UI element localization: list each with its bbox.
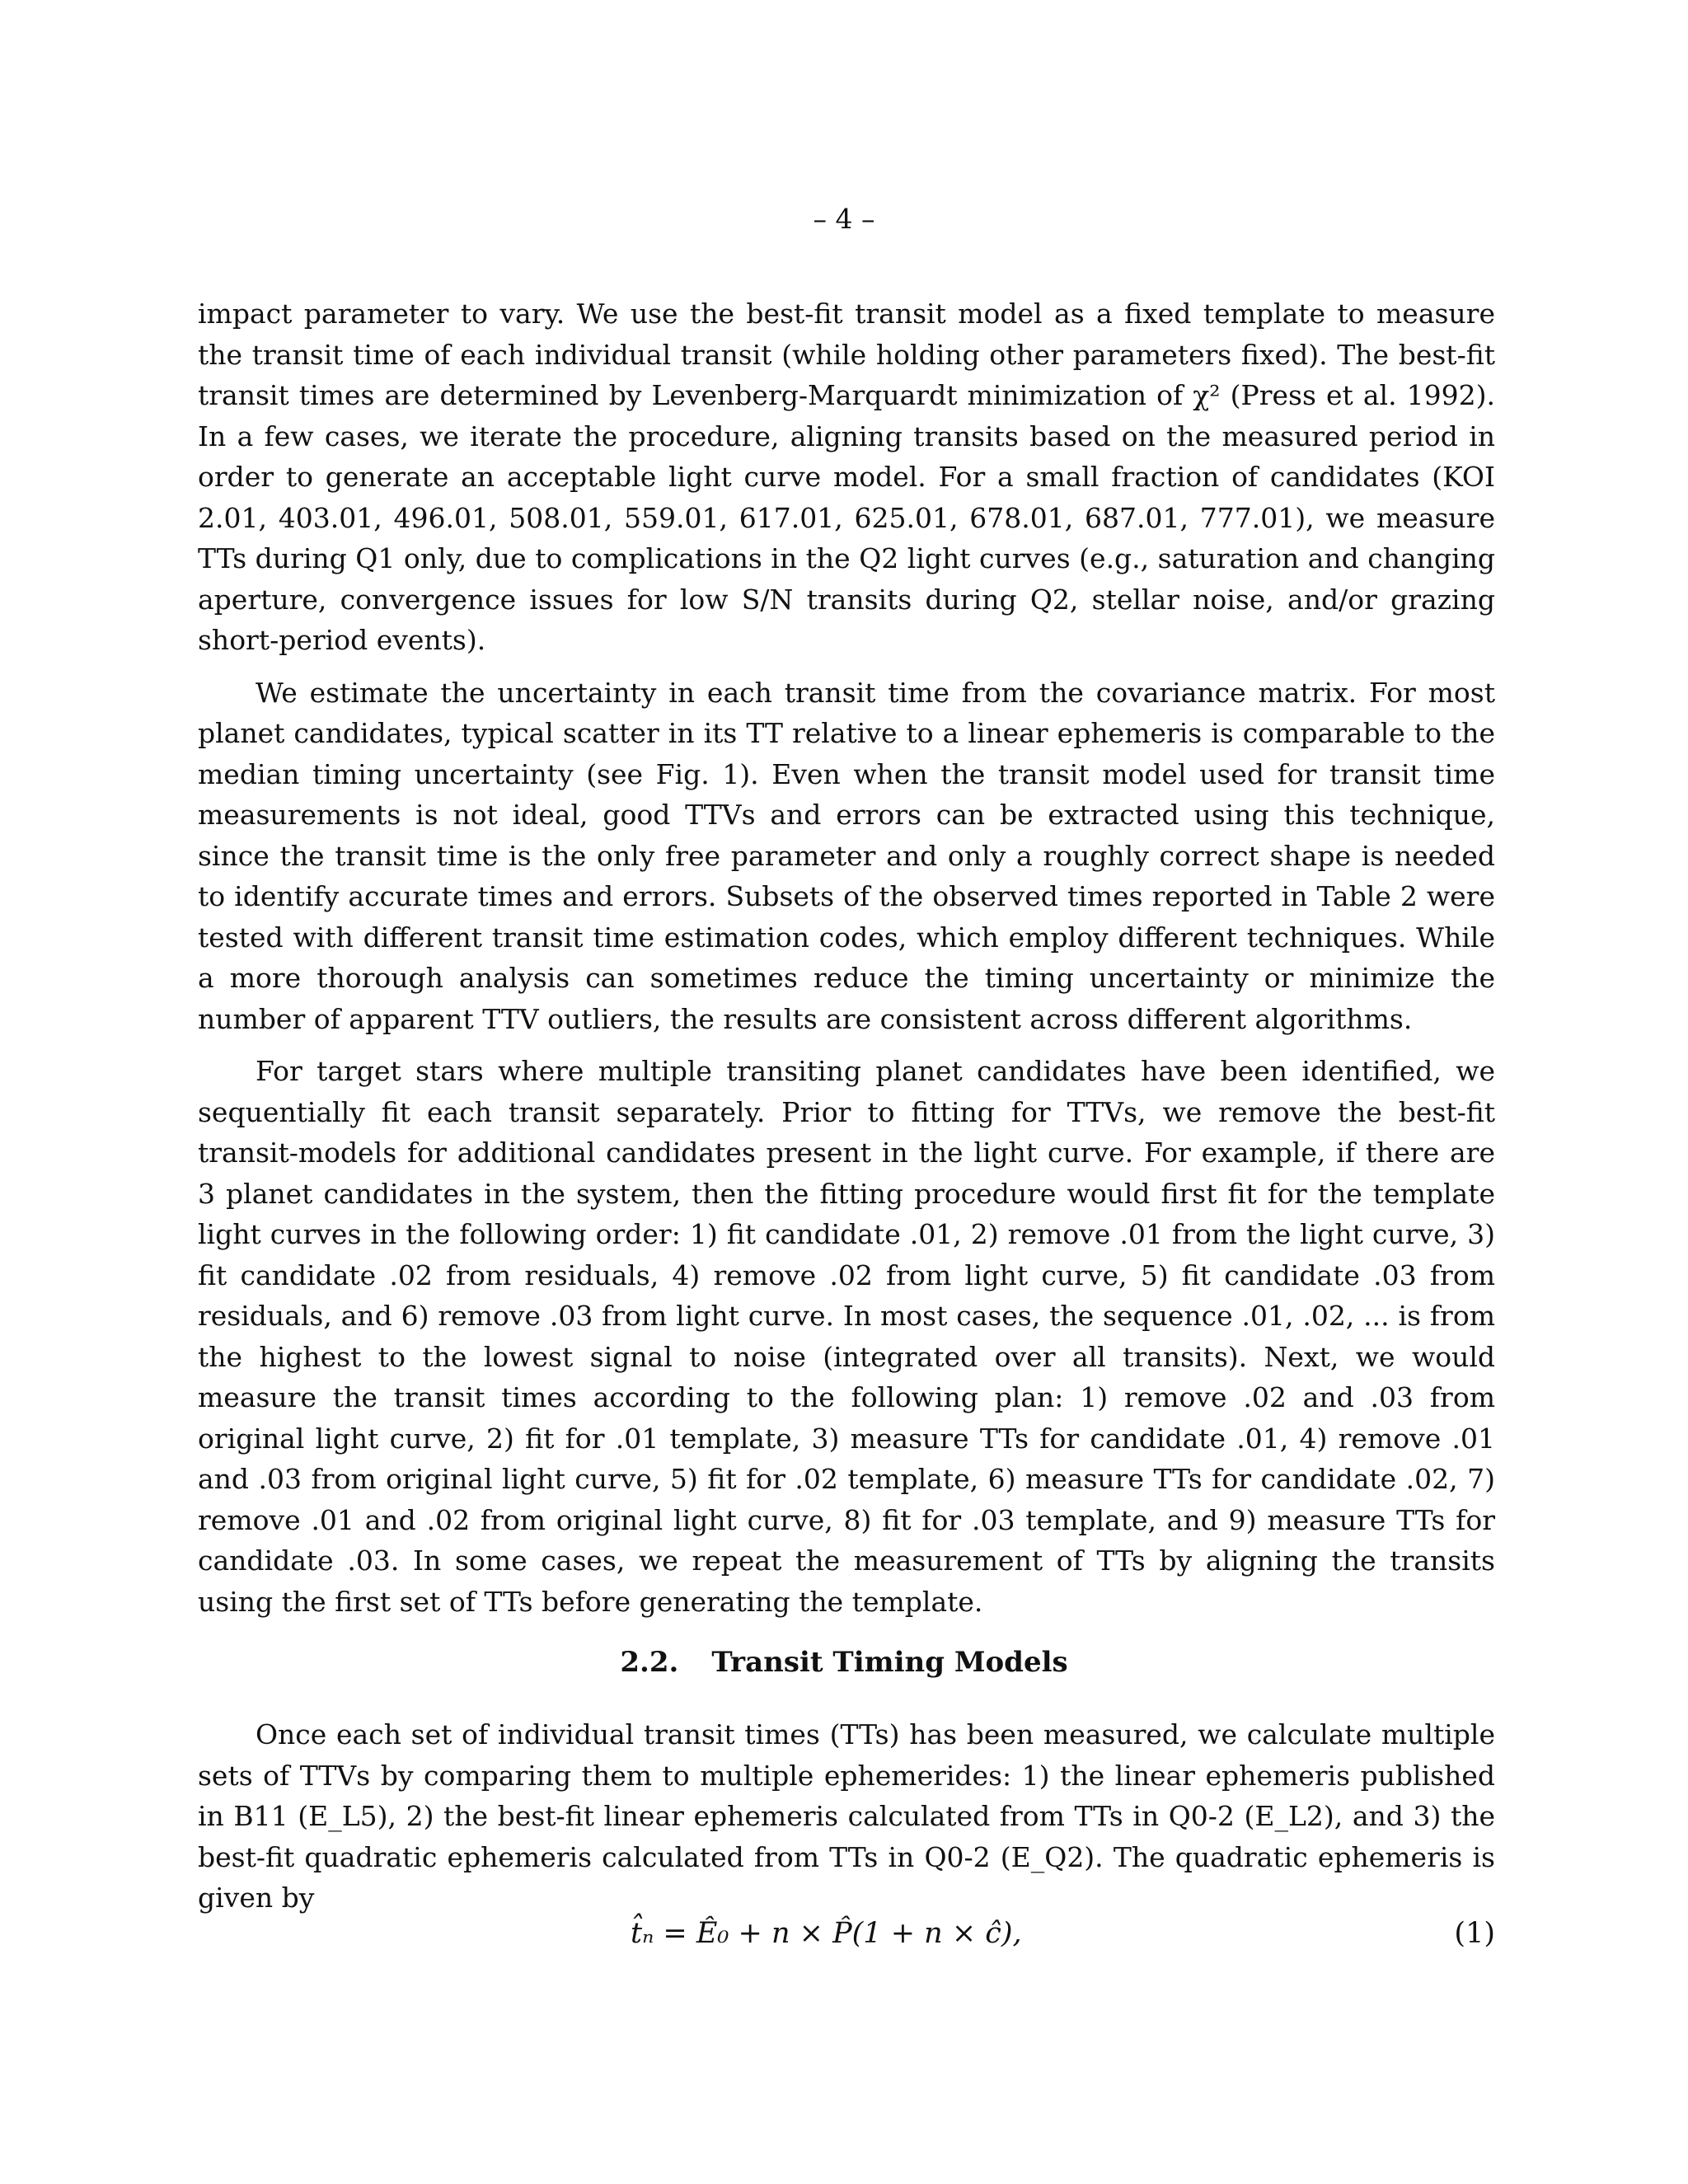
section-paragraph: Once each set of individual transit times (TTs) has been measured, we calculate multiple sets of TTVs by comparing them to multiple ephemerides: 1) the linear ephemeris published in B11 (E_L5), 2) the best-fit linear ephemeris calculated from TTs in Q0-2 (E_L2), and 3) the best-fit quadratic ephemeris calculated from TTs in Q0-2 (E_Q2). The quadratic ephemeris is given by	[198, 1718, 1495, 1914]
section-number: 2.2.	[620, 1646, 679, 1679]
section-title: Transit Timing Models	[711, 1646, 1068, 1679]
equation-number: (1)	[1454, 1917, 1495, 1950]
paragraph-3: For target stars where multiple transiting planet candidates have been identified, we sequentially fit each transit separately. Prior to fitting for TTVs, we remove the best-fit transit-models for additional candidates present in the light curve. For example, if there are 3 planet candidates in the system, then the fitting procedure would first fit for the template light curves in the following order: 1) fit candidate .01, 2) remove .01 from the light curve, 3) fit candidate .02 from residuals, 4) remove .02 from light curve, 5) fit candidate .03 from residuals, and 6) remove .03 from light curve. In most cases, the sequence .01, .02, ... is from the highest to the lowest signal to noise (integrated over all transits). Next, we would measure the transit times according to the following plan: 1) remove .02 and .03 from original light curve, 2) fit for .01 template, 3) measure TTs for candidate .01, 4) remove .01 and .03 from original light curve, 5) fit for .02 template, 6) measure TTs for candidate .02, 7) remove .01 and .02 from original light curve, 8) fit for .03 template, and 9) measure TTs for candidate .03. In some cases, we repeat the measurement of TTs by aligning the transits using the first set of TTs before generating the template.	[198, 1055, 1495, 1618]
paragraph-1: impact parameter to vary. We use the best-fit transit model as a fixed template to measure the transit time of each individual transit (while holding other parameters fixed). The best-fit transit times are determined by Levenberg-Marquardt minimization of χ² (Press et al. 1992). In a few cases, we iterate the procedure, aligning transits based on the measured period in order to generate an acceptable light curve model. For a small fraction of candidates (KOI 2.01, 403.01, 496.01, 508.01, 559.01, 617.01, 625.01, 678.01, 687.01, 777.01), we measure TTs during Q1 only, due to complications in the Q2 light curves (e.g., saturation and changing aperture, convergence issues for low S/N transits during Q2, stellar noise, and/or grazing short-period events).	[198, 298, 1495, 656]
paragraph-2: We estimate the uncertainty in each transit time from the covariance matrix. For most planet candidates, typical scatter in its TT relative to a linear ephemeris is comparable to the median timing uncertainty (see Fig. 1). Even when the transit model used for transit time measurements is not ideal, good TTVs and errors can be extracted using this technique, since the transit time is the only free parameter and only a roughly correct shape is needed to identify accurate times and errors. Subsets of the observed times reported in Table 2 were tested with different transit time estimation codes, which employ different techniques. While a more thorough analysis can sometimes reduce the timing uncertainty or minimize the number of apparent TTV outliers, the results are consistent across different algorithms.	[198, 676, 1495, 1035]
body-text	[198, 293, 1495, 1633]
section-heading	[0, 1643, 1688, 1682]
equation-row	[198, 1909, 1495, 1958]
section-body	[198, 1714, 1495, 1919]
equation: t̂ₙ = Ê₀ + n × P̂(1 + n × ĉ),	[631, 1917, 1022, 1950]
page-number: – 4 –	[813, 203, 875, 235]
